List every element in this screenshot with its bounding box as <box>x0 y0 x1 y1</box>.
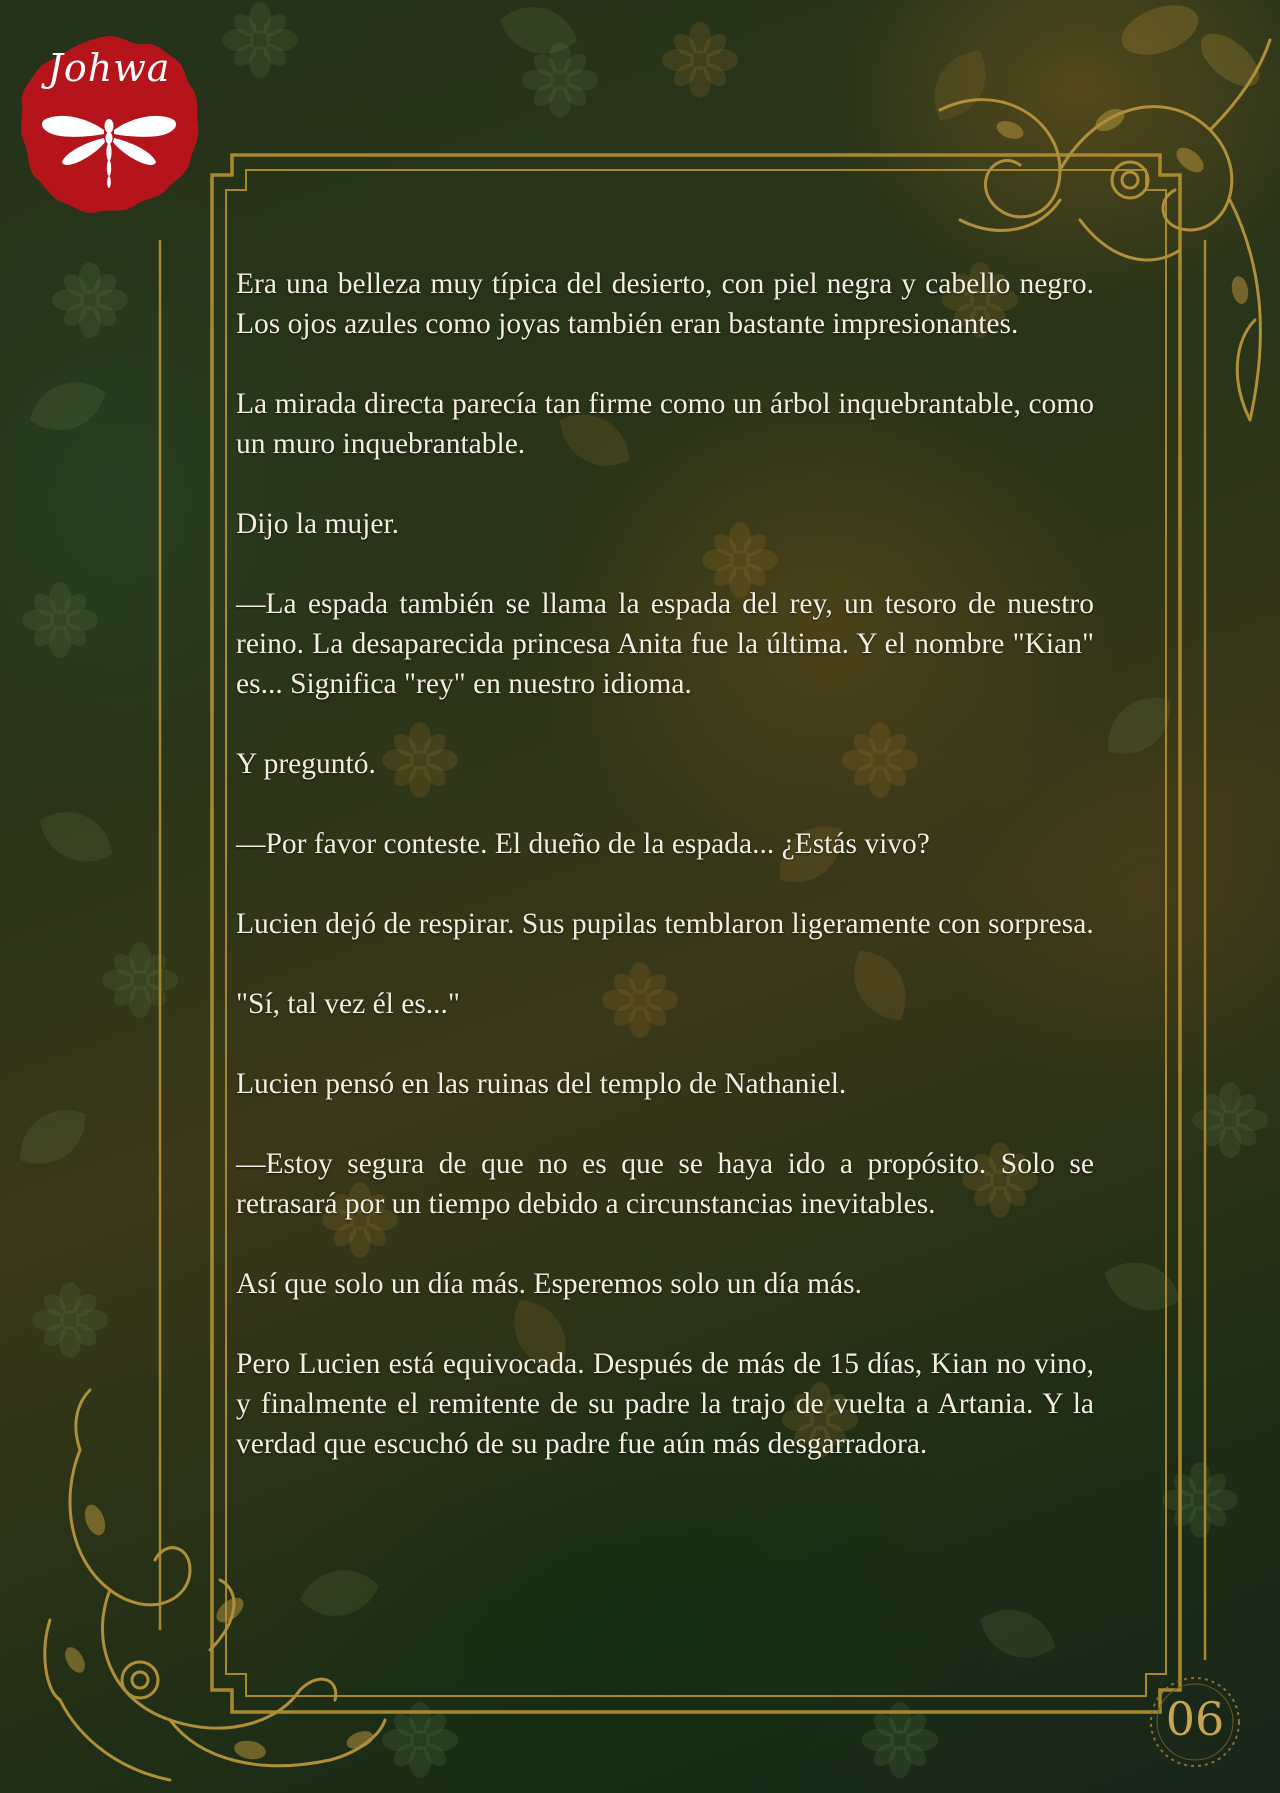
paragraph: Y preguntó. <box>236 748 376 780</box>
page-number: 06 <box>1165 1692 1225 1746</box>
paragraph: Dijo la mujer. <box>236 508 400 540</box>
publisher-logo <box>14 30 204 220</box>
logo-wordmark: Johwa <box>47 46 171 90</box>
paragraph: —Estoy segura de que no es que se haya ido a propósito. Solo se retrasará por un tiempo debido a circunstancias inevitables. <box>236 1148 1094 1220</box>
paragraph: Pero Lucien está equivocada. Después de más de 15 días, Kian no vino, y finalmente el remitente de su padre la trajo de vuelta a Artania. Y la verdad que escuchó de su padre fue aún más desgarradora. <box>236 1348 1094 1460</box>
story-text <box>236 264 1094 1504</box>
paragraph: —La espada también se llama la espada del rey, un tesoro de nuestro reino. La desaparecida princesa Anita fue la última. Y el nombre "Kian" es... Significa "rey" en nuestro idioma. <box>236 588 1094 700</box>
paragraph: —Por favor conteste. El dueño de la espada... ¿Estás vivo? <box>236 828 930 860</box>
paragraph: Lucien pensó en las ruinas del templo de Nathaniel. <box>236 1068 847 1100</box>
paragraph: Así que solo un día más. Esperemos solo un día más. <box>236 1268 862 1300</box>
paragraph: Lucien dejó de respirar. Sus pupilas temblaron ligeramente con sorpresa. <box>236 908 1094 940</box>
paragraph: La mirada directa parecía tan firme como un árbol inquebrantable, como un muro inquebrantable. <box>236 388 1094 460</box>
paragraph: Era una belleza muy típica del desierto, con piel negra y cabello negro. Los ojos azules como joyas también eran bastante impresionantes. <box>236 268 1094 340</box>
page-number-badge <box>1130 1672 1260 1772</box>
paragraph: "Sí, tal vez él es..." <box>236 988 460 1020</box>
